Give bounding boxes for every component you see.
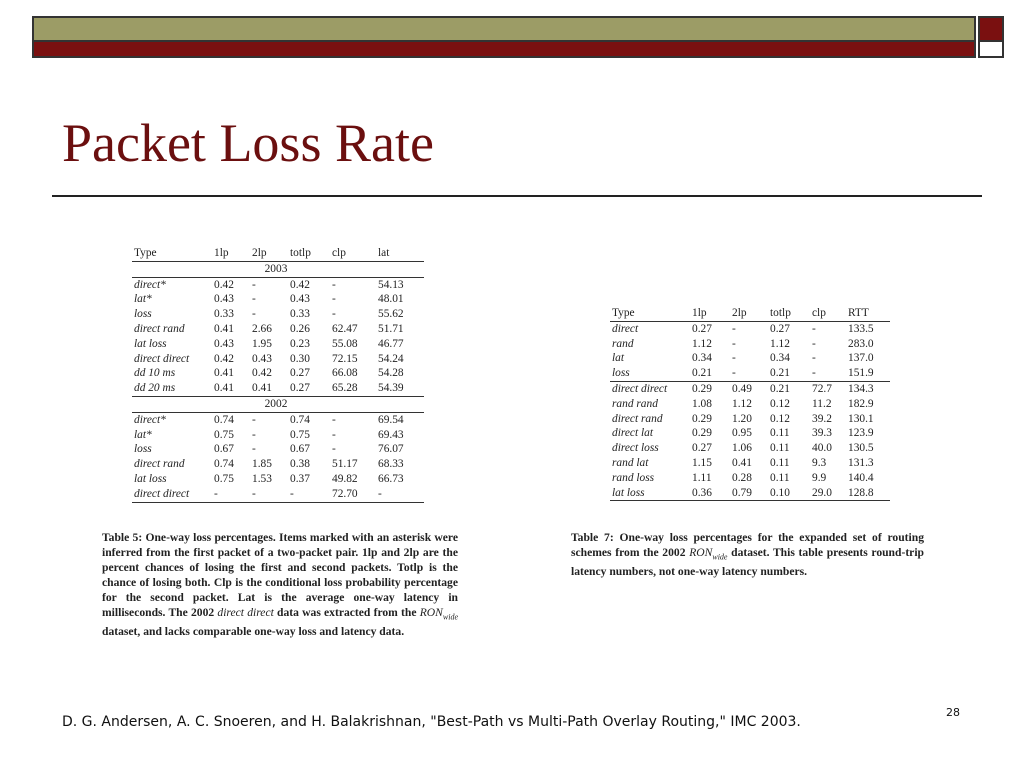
- table-5-caption: [102, 530, 458, 639]
- table-7-header-cell: RTT: [846, 306, 890, 321]
- value-cell: 0.49: [730, 381, 768, 396]
- table-row: [132, 322, 424, 337]
- value-cell: 1.12: [732, 397, 752, 410]
- value-cell: 0.79: [730, 486, 768, 501]
- slide-title: Packet Loss Rate: [62, 113, 434, 173]
- value-cell: 0.29: [692, 427, 712, 440]
- value-cell: 0.33: [214, 308, 234, 321]
- row-type-cell: direct direct: [132, 487, 212, 502]
- value-cell: 0.27: [290, 367, 310, 380]
- table-row: [610, 426, 890, 441]
- table-row: [132, 307, 424, 322]
- value-cell: 1.11: [692, 471, 712, 484]
- value-cell: -: [332, 413, 336, 426]
- value-cell: 1.12: [770, 337, 790, 350]
- row-type-cell: direct*: [134, 413, 166, 426]
- table-5-header-cell: Type: [132, 246, 212, 261]
- value-cell: 0.74: [214, 413, 234, 426]
- value-cell: 0.11: [770, 442, 790, 455]
- table-row: [132, 457, 424, 472]
- value-cell: 49.82: [332, 472, 358, 485]
- table-7-header-cell: 2lp: [730, 306, 768, 321]
- value-cell: 68.33: [378, 458, 404, 471]
- value-cell: 0.34: [692, 352, 712, 365]
- value-cell: 0.41: [214, 322, 234, 335]
- value-cell: 128.8: [846, 486, 890, 501]
- table-row: [610, 441, 890, 456]
- value-cell: -: [252, 308, 256, 321]
- value-cell: -: [812, 322, 816, 335]
- value-cell: -: [732, 322, 736, 335]
- table-5-header-cell: lat: [376, 246, 424, 261]
- value-cell: 66.73: [378, 472, 404, 485]
- value-cell: 69.43: [378, 428, 404, 441]
- value-cell: 40.0: [812, 442, 832, 455]
- table-row: [132, 442, 424, 457]
- table-row: [610, 397, 890, 412]
- table-5-header-cell: totlp: [288, 246, 330, 261]
- value-cell: 1.06: [732, 442, 752, 455]
- row-type-cell: rand lat: [612, 456, 649, 469]
- value-cell: 134.3: [846, 381, 890, 396]
- value-cell: 1.20: [732, 412, 752, 425]
- value-cell: 0.74: [290, 413, 310, 426]
- caption-text: data was extracted from the: [273, 606, 420, 619]
- table-row: [610, 337, 890, 352]
- value-cell: -: [332, 308, 336, 321]
- value-cell: -: [212, 487, 250, 502]
- table-7-header-row: [610, 306, 890, 321]
- table-row: [132, 381, 424, 396]
- value-cell: -: [252, 443, 256, 456]
- value-cell: 0.28: [732, 471, 752, 484]
- value-cell: -: [250, 487, 288, 502]
- value-cell: 11.2: [812, 397, 832, 410]
- table-row: [610, 381, 890, 396]
- year-row: [132, 396, 424, 412]
- value-cell: 0.42: [290, 278, 310, 291]
- value-cell: 9.9: [812, 471, 827, 484]
- value-cell: 0.75: [214, 472, 234, 485]
- row-type-cell: direct rand: [612, 412, 663, 425]
- year-label: 2002: [132, 396, 424, 412]
- table-row: [132, 337, 424, 352]
- value-cell: 283.0: [848, 337, 874, 350]
- value-cell: 0.41: [214, 367, 234, 380]
- value-cell: 0.43: [290, 293, 310, 306]
- table-7-caption: [571, 530, 924, 579]
- caption-text: Table 7: One-way loss percentages for the expanded set of routing schemes from the 2002: [571, 531, 924, 559]
- value-cell: 140.4: [848, 471, 874, 484]
- value-cell: 55.08: [332, 337, 358, 350]
- value-cell: 0.10: [768, 486, 810, 501]
- value-cell: -: [252, 413, 256, 426]
- table-row: [132, 472, 424, 487]
- value-cell: 0.26: [290, 322, 310, 335]
- value-cell: 0.42: [214, 352, 234, 365]
- page-number: 28: [946, 706, 960, 719]
- value-cell: 0.29: [692, 412, 712, 425]
- row-type-cell: lat loss: [134, 472, 167, 485]
- value-cell: 0.23: [290, 337, 310, 350]
- row-type-cell: rand rand: [612, 397, 658, 410]
- value-cell: 9.3: [812, 456, 827, 469]
- table-row: [132, 412, 424, 427]
- value-cell: 72.15: [332, 352, 358, 365]
- citation: D. G. Andersen, A. C. Snoeren, and H. Balakrishnan, "Best-Path vs Multi-Path Overlay Routing," IMC 2003.: [62, 714, 801, 730]
- row-type-cell: lat*: [134, 293, 152, 306]
- value-cell: 131.3: [848, 456, 874, 469]
- ron-text: RON: [419, 606, 443, 619]
- value-cell: 0.21: [692, 367, 712, 380]
- value-cell: -: [812, 352, 816, 365]
- row-type-cell: direct: [612, 322, 639, 335]
- value-cell: 55.62: [378, 308, 404, 321]
- caption-text: Table 5: One-way loss percentages. Items marked with an asterisk were inferred from the first packet of a two-packet pair. 1lp and 2lp are the percent chances of losing the first and second packets. Totlp is the chance of losing both. Clp is the conditional loss probability percentage for the second packet. Lat is the average one-way latency in milliseconds. The 2002: [102, 531, 458, 619]
- value-cell: 0.12: [770, 397, 790, 410]
- value-cell: -: [288, 487, 330, 502]
- value-cell: 0.11: [770, 427, 790, 440]
- value-cell: -: [732, 352, 736, 365]
- value-cell: 72.7: [810, 381, 846, 396]
- value-cell: 54.28: [378, 367, 404, 380]
- value-cell: 1.15: [692, 456, 712, 469]
- value-cell: 1.53: [252, 472, 272, 485]
- value-cell: 0.30: [290, 352, 310, 365]
- value-cell: 39.3: [812, 427, 832, 440]
- corner-block-white: [978, 42, 1004, 58]
- ron-subscript: wide: [712, 552, 728, 562]
- table-row: [610, 366, 890, 381]
- value-cell: -: [732, 337, 736, 350]
- row-type-cell: direct rand: [134, 458, 185, 471]
- value-cell: 0.21: [768, 381, 810, 396]
- value-cell: 0.43: [214, 337, 234, 350]
- table-row: [132, 277, 424, 292]
- table-row: [610, 351, 890, 366]
- row-type-cell: loss: [134, 443, 152, 456]
- value-cell: 48.01: [378, 293, 404, 306]
- table-7-header-cell: 1lp: [690, 306, 730, 321]
- table-7-header-cell: totlp: [768, 306, 810, 321]
- value-cell: 0.95: [732, 427, 752, 440]
- value-cell: 0.21: [770, 367, 790, 380]
- value-cell: 0.42: [252, 367, 272, 380]
- table-7: [610, 306, 890, 501]
- value-cell: 54.39: [378, 382, 404, 395]
- value-cell: 0.34: [770, 352, 790, 365]
- row-type-cell: loss: [134, 308, 152, 321]
- row-type-cell: lat: [612, 352, 625, 365]
- value-cell: -: [332, 443, 336, 456]
- value-cell: -: [376, 487, 424, 502]
- value-cell: 0.41: [732, 456, 752, 469]
- table-5-header-cell: 2lp: [250, 246, 288, 261]
- value-cell: 130.5: [848, 442, 874, 455]
- value-cell: 1.85: [252, 458, 272, 471]
- value-cell: -: [812, 337, 816, 350]
- value-cell: 69.54: [378, 413, 404, 426]
- row-type-cell: direct direct: [134, 352, 190, 365]
- value-cell: 62.47: [332, 322, 358, 335]
- row-type-cell: direct*: [134, 278, 166, 291]
- value-cell: 0.36: [690, 486, 730, 501]
- value-cell: 76.07: [378, 443, 404, 456]
- value-cell: 0.75: [214, 428, 234, 441]
- value-cell: 46.77: [378, 337, 404, 350]
- value-cell: 0.33: [290, 308, 310, 321]
- row-type-cell: direct rand: [134, 322, 185, 335]
- value-cell: 0.67: [214, 443, 234, 456]
- year-row: [132, 261, 424, 277]
- value-cell: 0.42: [214, 278, 234, 291]
- row-type-cell: direct direct: [610, 381, 690, 396]
- ron-text: RON: [689, 546, 713, 559]
- value-cell: 0.74: [214, 458, 234, 471]
- table-5-header-cell: clp: [330, 246, 376, 261]
- value-cell: 0.67: [290, 443, 310, 456]
- table-row: [610, 412, 890, 427]
- value-cell: 2.66: [252, 322, 272, 335]
- value-cell: -: [252, 293, 256, 306]
- top-bar-maroon: [32, 42, 976, 58]
- table-row: [610, 471, 890, 486]
- top-bar-olive: [32, 16, 976, 42]
- value-cell: -: [252, 278, 256, 291]
- value-cell: 1.08: [692, 397, 712, 410]
- value-cell: 72.70: [330, 487, 376, 502]
- row-type-cell: dd 20 ms: [134, 382, 176, 395]
- ron-wide-term: [689, 546, 728, 562]
- value-cell: 65.28: [332, 382, 358, 395]
- row-type-cell: lat loss: [134, 337, 167, 350]
- value-cell: 0.27: [290, 382, 310, 395]
- table-5-header-cell: 1lp: [212, 246, 250, 261]
- title-divider: [52, 195, 982, 197]
- table-5: [132, 246, 424, 503]
- table-7-header-cell: Type: [610, 306, 690, 321]
- table-row: [610, 456, 890, 471]
- value-cell: -: [332, 293, 336, 306]
- value-cell: 54.13: [378, 278, 404, 291]
- value-cell: 0.27: [692, 442, 712, 455]
- table-row: [132, 292, 424, 307]
- value-cell: 66.08: [332, 367, 358, 380]
- value-cell: 0.43: [214, 293, 234, 306]
- ron-subscript: wide: [442, 612, 459, 622]
- table-row: [132, 487, 424, 502]
- value-cell: 51.17: [332, 458, 358, 471]
- caption-italic-text: direct direct: [217, 606, 274, 619]
- value-cell: 54.24: [378, 352, 404, 365]
- value-cell: 0.75: [290, 428, 310, 441]
- ron-wide-term: [419, 606, 459, 622]
- value-cell: 0.37: [290, 472, 310, 485]
- value-cell: 0.11: [770, 471, 790, 484]
- value-cell: 137.0: [848, 352, 874, 365]
- value-cell: 151.9: [848, 367, 874, 380]
- value-cell: 0.41: [252, 382, 272, 395]
- table-7-header-cell: clp: [810, 306, 846, 321]
- row-type-cell: rand loss: [612, 471, 655, 484]
- table-row: [132, 428, 424, 443]
- table-row: [132, 352, 424, 367]
- value-cell: 1.95: [252, 337, 272, 350]
- row-type-cell: lat loss: [610, 486, 690, 501]
- caption-text: dataset. This table presents round-trip latency numbers, not one-way latency numbers.: [571, 546, 924, 579]
- value-cell: 123.9: [848, 427, 874, 440]
- value-cell: 29.0: [810, 486, 846, 501]
- row-type-cell: direct lat: [612, 427, 654, 440]
- value-cell: -: [332, 278, 336, 291]
- caption-text: dataset, and lacks comparable one-way loss and latency data.: [102, 625, 405, 639]
- value-cell: -: [252, 428, 256, 441]
- value-cell: 0.41: [214, 382, 234, 395]
- value-cell: 0.29: [690, 381, 730, 396]
- row-type-cell: dd 10 ms: [134, 367, 176, 380]
- value-cell: 51.71: [378, 322, 404, 335]
- table-5-header-row: [132, 246, 424, 261]
- value-cell: 182.9: [848, 397, 874, 410]
- row-type-cell: loss: [612, 367, 630, 380]
- value-cell: -: [812, 367, 816, 380]
- value-cell: 0.27: [692, 322, 712, 335]
- value-cell: 0.38: [290, 458, 310, 471]
- corner-block-maroon: [978, 16, 1004, 42]
- value-cell: 0.27: [770, 322, 790, 335]
- value-cell: 39.2: [812, 412, 832, 425]
- value-cell: 0.12: [770, 412, 790, 425]
- table-row: [610, 321, 890, 336]
- value-cell: -: [332, 428, 336, 441]
- row-type-cell: direct loss: [612, 442, 659, 455]
- value-cell: -: [732, 367, 736, 380]
- value-cell: 133.5: [848, 322, 874, 335]
- value-cell: 1.12: [692, 337, 712, 350]
- row-type-cell: rand: [612, 337, 634, 350]
- row-type-cell: lat*: [134, 428, 152, 441]
- value-cell: 130.1: [848, 412, 874, 425]
- value-cell: 0.43: [252, 352, 272, 365]
- value-cell: 0.11: [770, 456, 790, 469]
- year-label: 2003: [132, 261, 424, 277]
- table-row: [132, 366, 424, 381]
- table-row: [610, 486, 890, 501]
